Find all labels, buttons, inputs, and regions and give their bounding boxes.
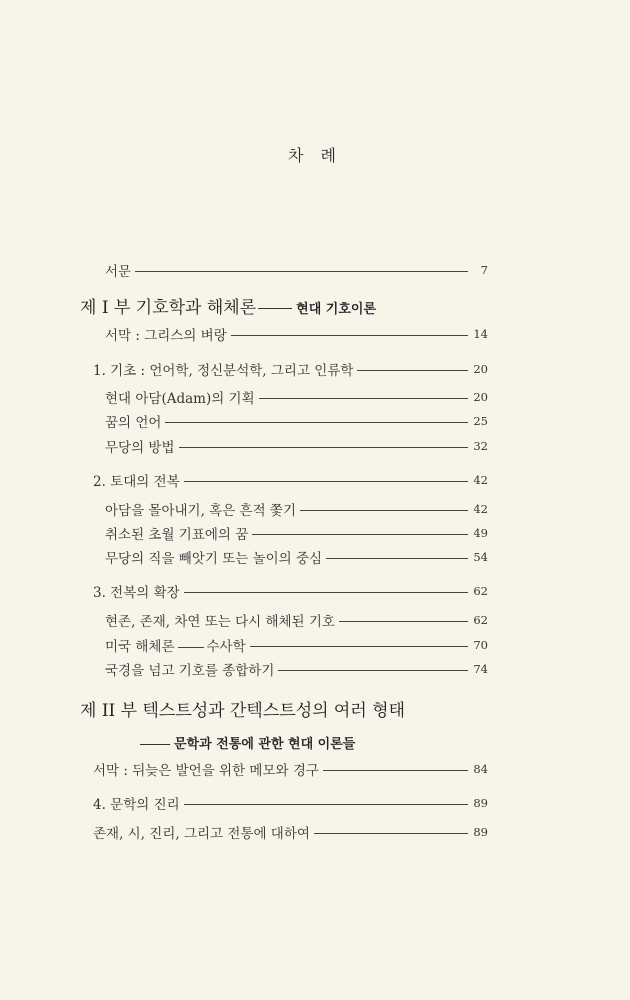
entry-page: 62 bbox=[473, 613, 488, 627]
entry-page: 42 bbox=[473, 502, 488, 516]
toc-section bbox=[105, 547, 488, 567]
dot-leader bbox=[184, 592, 468, 593]
dot-leader bbox=[259, 398, 468, 399]
entry-page: 84 bbox=[473, 762, 488, 776]
em-dash bbox=[258, 308, 292, 309]
toc-section bbox=[105, 499, 488, 519]
chapter-label: 1. 기초 : 언어학, 정신분석학, 그리고 인류학 bbox=[93, 363, 354, 379]
entry-label: 아담을 몰아내기, 혹은 흔적 쫓기 bbox=[105, 503, 296, 519]
entry-page: 89 bbox=[473, 796, 488, 810]
entry-page: 54 bbox=[473, 550, 488, 564]
entry-label: 존재, 시, 진리, 그리고 전통에 대하여 bbox=[93, 826, 310, 842]
dot-leader bbox=[278, 670, 468, 671]
chapter-label: 2. 토대의 전복 bbox=[93, 474, 180, 490]
entry-page: 89 bbox=[473, 825, 488, 839]
toc-section bbox=[105, 523, 488, 543]
entry-label: 국경을 넘고 기호를 종합하기 bbox=[105, 663, 275, 679]
entry-label: 무당의 방법 bbox=[105, 440, 175, 456]
entry-label: 무당의 직을 빼앗기 또는 놀이의 중심 bbox=[105, 551, 323, 567]
part-subtitle: 문학과 전통에 관한 현대 이론들 bbox=[174, 737, 356, 752]
dot-leader bbox=[184, 804, 468, 805]
toc-section bbox=[93, 822, 488, 842]
entry-label: 취소된 초월 기표에의 꿈 bbox=[105, 527, 249, 543]
part-heading-1 bbox=[80, 293, 376, 318]
toc-chapter-4 bbox=[93, 793, 488, 813]
em-dash bbox=[178, 647, 204, 648]
label-part-b: 수사학 bbox=[206, 639, 246, 655]
entry-page: 49 bbox=[473, 526, 488, 540]
entry-page: 20 bbox=[473, 362, 488, 376]
entry-label: 현대 아담(Adam)의 기획 bbox=[105, 391, 255, 407]
dot-leader bbox=[357, 370, 468, 371]
entry-label: 서막 : 그리스의 벼랑 bbox=[105, 328, 227, 344]
dot-leader bbox=[314, 833, 468, 834]
chapter-label: 3. 전복의 확장 bbox=[93, 585, 180, 601]
toc-section bbox=[105, 659, 488, 679]
entry-page: 70 bbox=[473, 638, 488, 652]
entry-label: 서막 : 뒤늦은 발언을 위한 메모와 경구 bbox=[93, 763, 319, 779]
dot-leader bbox=[326, 558, 468, 559]
toc-chapter-1 bbox=[93, 359, 488, 379]
entry-page: 74 bbox=[473, 662, 488, 676]
entry-page: 62 bbox=[473, 584, 488, 598]
entry-page: 14 bbox=[473, 327, 488, 341]
chapter-label: 4. 문학의 진리 bbox=[93, 797, 180, 813]
dot-leader bbox=[323, 770, 468, 771]
toc-chapter-3 bbox=[93, 581, 488, 601]
dot-leader bbox=[135, 271, 468, 272]
toc-chapter-2 bbox=[93, 470, 488, 490]
part-title: 제 I 부 기호학과 해체론 bbox=[80, 298, 257, 318]
entry-page: 20 bbox=[473, 390, 488, 404]
dot-leader bbox=[165, 422, 468, 423]
toc-section bbox=[105, 635, 488, 655]
dot-leader bbox=[184, 481, 468, 482]
entry-page: 32 bbox=[473, 439, 488, 453]
dot-leader bbox=[179, 447, 469, 448]
label-part-a: 미국 해체론 bbox=[105, 639, 175, 655]
toc-entry-preface bbox=[105, 260, 488, 280]
dot-leader bbox=[339, 621, 468, 622]
dot-leader bbox=[231, 335, 468, 336]
entry-label: 꿈의 언어 bbox=[105, 415, 162, 431]
entry-label: 서문 bbox=[105, 264, 132, 280]
dot-leader bbox=[300, 510, 468, 511]
toc-section bbox=[105, 411, 488, 431]
em-dash bbox=[140, 744, 170, 745]
part-subtitle: 현대 기호이론 bbox=[296, 302, 377, 317]
entry-label: 현존, 존재, 차연 또는 다시 해체된 기호 bbox=[105, 614, 335, 630]
part-heading-2: 제 II 부 텍스트성과 간텍스트성의 여러 형태 bbox=[80, 701, 406, 721]
dot-leader bbox=[250, 646, 468, 647]
toc-entry-intro-2 bbox=[93, 759, 488, 779]
entry-page: 42 bbox=[473, 473, 488, 487]
entry-page: 7 bbox=[480, 263, 488, 277]
toc-entry-intro-1 bbox=[105, 324, 488, 344]
part-subtitle-2 bbox=[140, 733, 355, 752]
toc-section bbox=[105, 387, 488, 407]
dot-leader bbox=[252, 534, 468, 535]
entry-page: 25 bbox=[473, 414, 488, 428]
entry-label bbox=[105, 635, 246, 655]
toc-section bbox=[105, 610, 488, 630]
toc-title: 차 례 bbox=[288, 146, 342, 165]
toc-section bbox=[105, 436, 488, 456]
